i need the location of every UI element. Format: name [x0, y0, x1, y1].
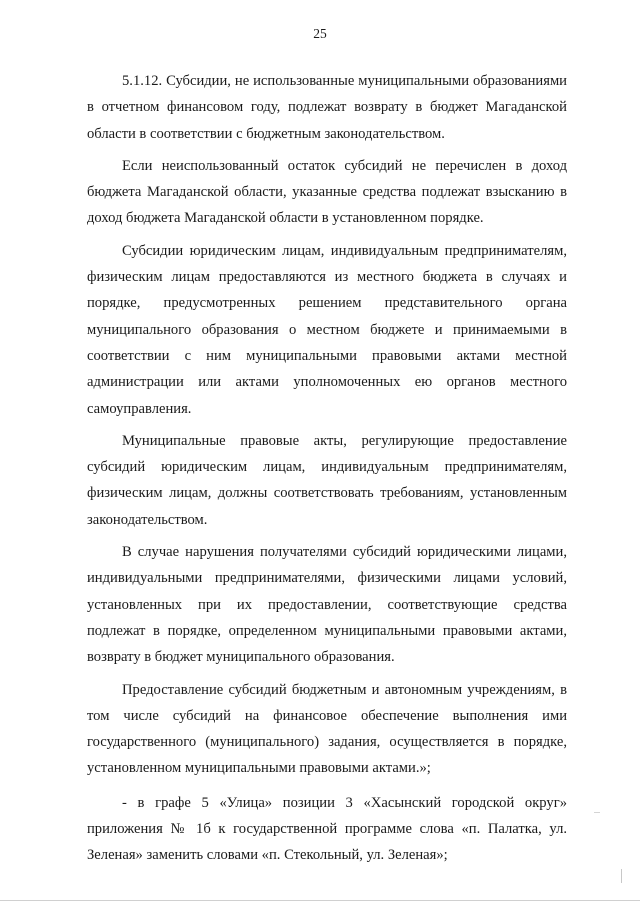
- scan-edge-mark: [621, 869, 622, 883]
- paragraph-subsidies-to-legal-entities: Субсидии юридическим лицам, индивидуальным предпринимателям, физическим лицам предоставляются из местного бюджета в случаях и порядке, предусмотренных решением представительного органа муниципального образования о местном бюджете и принимаемыми в соответствии с ним муниципальными правовыми актами местной администрации или актами уполномоченных ею органов местного самоуправления.: [87, 242, 567, 417]
- paragraph-amendment-street: - в графе 5 «Улица» позиции 3 «Хасынский городской округ» приложения № 1б к государственной программе слова «п. Палатка, ул. Зеленая» заменить словами «п. Стекольный, ул. Зеленая»;: [87, 794, 567, 864]
- scan-edge-mark: [594, 812, 600, 813]
- scan-bottom-edge: [0, 900, 640, 901]
- paragraph-budget-institutions: Предоставление субсидий бюджетным и автономным учреждениям, в том числе субсидий на финансовое обеспечение выполнения ими государственного (муниципального) задания, осуществляется в порядке, установленном муниципальными правовыми актами.»;: [87, 681, 567, 777]
- page-number: 25: [313, 26, 327, 41]
- paragraph-subsidy-return: 5.1.12. Субсидии, не использованные муниципальными образованиями в отчетном финансовом году, подлежат возврату в бюджет Магаданской области в соответствии с бюджетным законодательством.: [87, 73, 567, 142]
- document-body: [87, 68, 567, 869]
- paragraph-violation-of-conditions: В случае нарушения получателями субсидий юридическими лицами, индивидуальными предпринимателями, физическими лицами условий, установленных при их предоставлении, соответствующие средства подлежат в порядке, определенном муниципальными правовыми актами, возврату в бюджет муниципального образования.: [87, 544, 567, 666]
- paragraph-municipal-legal-acts: Муниципальные правовые акты, регулирующие предоставление субсидий юридическим лицам, индивидуальным предпринимателям, физическим лицам, должны соответствовать требованиям, установленным законодательством.: [87, 432, 567, 528]
- paragraph-unspent-balance: Если неиспользованный остаток субсидий не перечислен в доход бюджета Магаданской области, указанные средства подлежат взысканию в доход бюджета Магаданской области в установленном порядке.: [87, 157, 567, 227]
